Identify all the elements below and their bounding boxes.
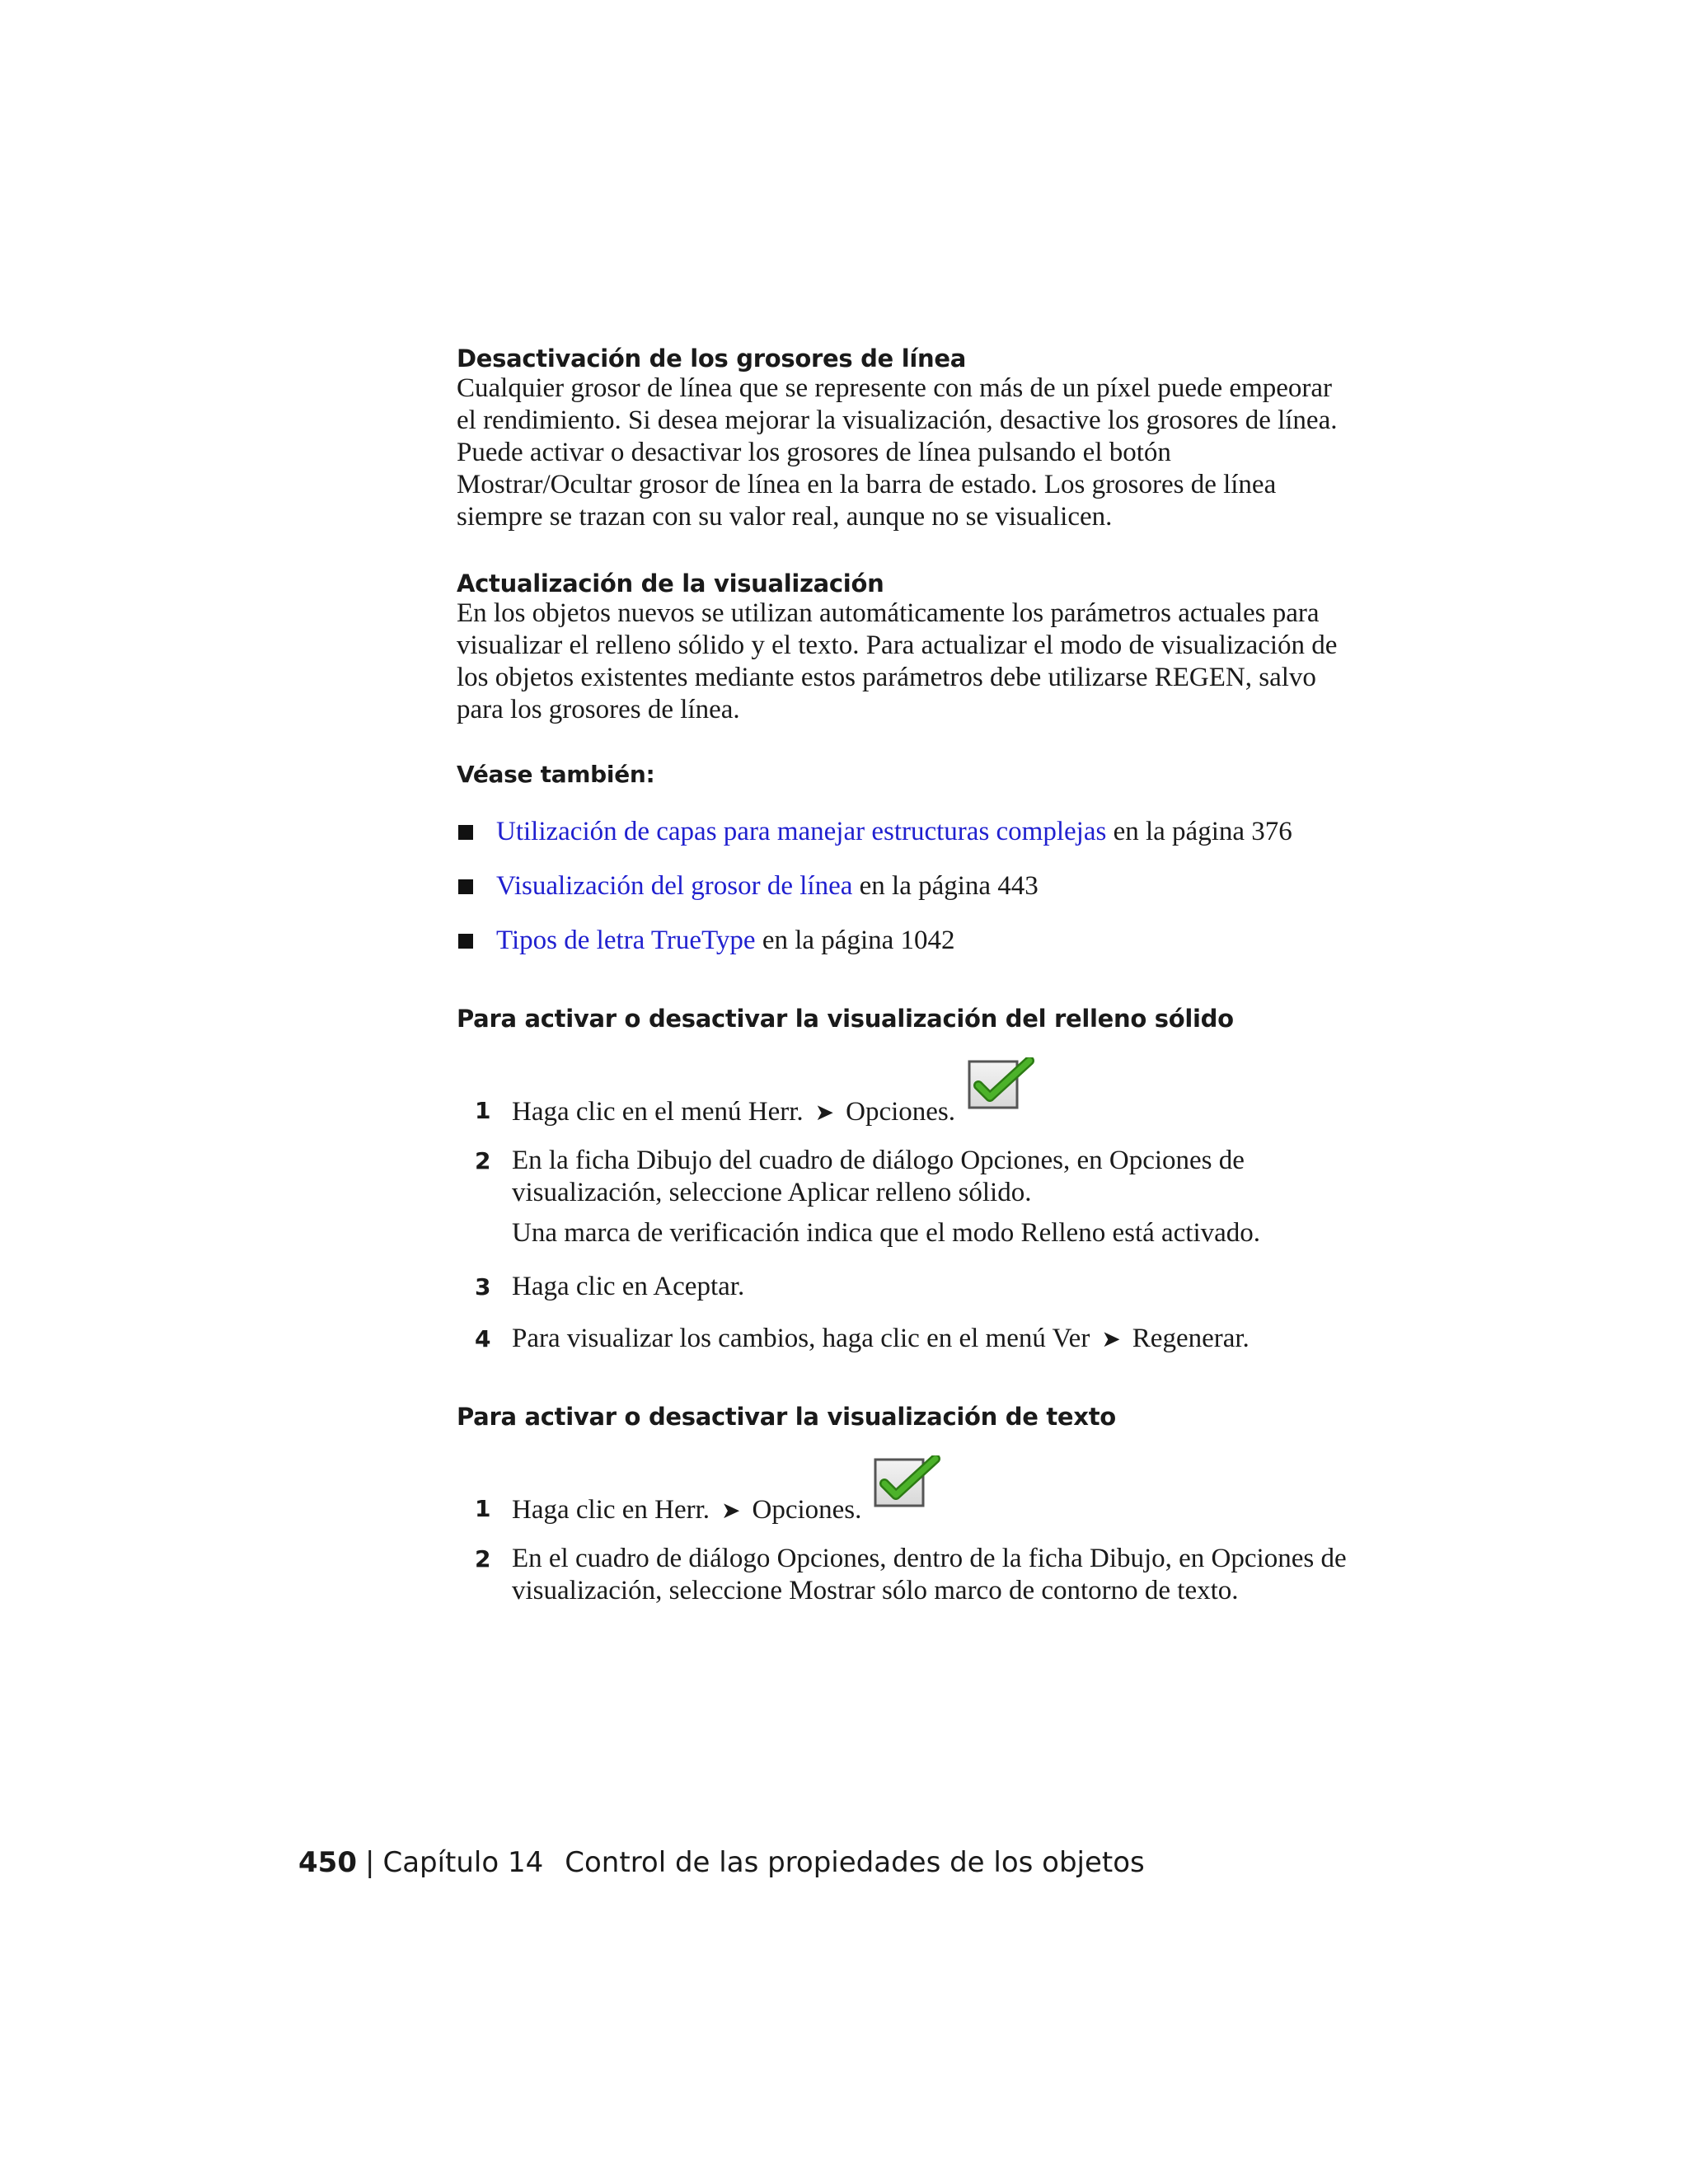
step-item <box>457 1460 1347 1526</box>
checkbox-checked-icon <box>967 1057 1034 1120</box>
step-text <box>512 1455 940 1526</box>
page-number: 450 <box>298 1846 357 1879</box>
see-also-link-truetype[interactable]: Tipos de letra TrueType <box>496 926 756 955</box>
paragraph-lineweights: Cualquier grosor de línea que se represente con más de un píxel puede empeorar el rendimiento. Si desea mejorar la visualización, desactive los grosores de línea. Puede activar o desactivar los grosores de línea pulsando el botón Mostrar/Ocultar grosor de línea en la barra de estado. Los grosores de línea siempre se trazan con su valor real, aunque no se visualicen. <box>457 373 1338 532</box>
step-number: 3 <box>475 1273 491 1301</box>
heading-procedure-solid-fill: Para activar o desactivar la visualización del relleno sólido <box>457 1005 1234 1033</box>
step-text-menu: Haga clic en Herr. <box>512 1495 710 1525</box>
see-also-item <box>457 925 1347 957</box>
page-content <box>457 338 1347 1607</box>
step-text: En la ficha Dibujo del cuadro de diálogo Opciones, en Opciones de visualización, seleccione Aplicar relleno sólido. <box>512 1146 1245 1207</box>
checkbox-checked-icon <box>873 1455 940 1518</box>
see-also-page-ref: en la página 1042 <box>755 926 955 955</box>
see-also-link-lineweight[interactable]: Visualización del grosor de línea <box>496 871 853 901</box>
heading-see-also: Véase también: <box>457 761 655 788</box>
menu-arrow-icon: ➤ <box>1101 1325 1121 1352</box>
step-text-menu: Para visualizar los cambios, haga clic en el menú Ver <box>512 1324 1090 1353</box>
paragraph-update-display: En los objetos nuevos se utilizan automáticamente los parámetros actuales para visualizar el relleno sólido y el texto. Para actualizar el modo de visualización de los objetos existentes mediante estos parámetros debe utilizarse REGEN, salvo para los grosores de línea. <box>457 598 1338 724</box>
step-text: Haga clic en Aceptar. <box>512 1272 745 1301</box>
see-also-item <box>457 816 1347 848</box>
see-also-page-ref: en la página 443 <box>852 871 1039 901</box>
step-text <box>512 1323 1347 1355</box>
step-item <box>457 1145 1347 1249</box>
step-item <box>457 1543 1347 1607</box>
step-text-option: Regenerar. <box>1132 1324 1250 1353</box>
bullet-icon <box>458 879 473 894</box>
see-also-page-ref: en la página 376 <box>1106 817 1292 846</box>
step-number: 1 <box>475 1495 491 1522</box>
step-note: Una marca de verificación indica que el modo Relleno está activado. <box>512 1218 1261 1248</box>
heading-update-display: Actualización de la visualización <box>457 569 884 598</box>
step-item <box>457 1323 1347 1355</box>
step-number: 1 <box>475 1097 491 1124</box>
see-also-link-layers[interactable]: Utilización de capas para manejar estructuras complejas <box>496 817 1107 846</box>
step-text-option: Opciones. <box>752 1495 862 1525</box>
heading-procedure-text: Para activar o desactivar la visualización de texto <box>457 1403 1116 1431</box>
step-text-menu: Haga clic en el menú Herr. <box>512 1097 804 1127</box>
heading-lineweights: Desactivación de los grosores de línea <box>457 344 966 373</box>
bullet-icon <box>458 934 473 949</box>
step-text: En el cuadro de diálogo Opciones, dentro de la ficha Dibujo, en Opciones de visualización, seleccione Mostrar sólo marco de contorno de texto. <box>512 1544 1347 1605</box>
step-text-option: Opciones. <box>846 1097 956 1127</box>
menu-arrow-icon: ➤ <box>721 1497 741 1524</box>
footer-separator: | <box>364 1846 375 1879</box>
step-item <box>457 1271 1347 1303</box>
steps-text-display <box>457 1460 1347 1607</box>
see-also-item <box>457 870 1347 902</box>
step-number: 2 <box>475 1147 491 1174</box>
step-item <box>457 1062 1347 1128</box>
bullet-icon <box>458 825 473 840</box>
step-number: 4 <box>475 1325 491 1352</box>
chapter-title: Control de las propiedades de los objetos <box>565 1846 1145 1879</box>
steps-solid-fill <box>457 1062 1347 1355</box>
step-number: 2 <box>475 1545 491 1572</box>
page-footer <box>298 1846 1145 1879</box>
chapter-label: Capítulo 14 <box>382 1846 544 1879</box>
see-also-list <box>457 816 1347 957</box>
menu-arrow-icon: ➤ <box>814 1099 835 1126</box>
step-text <box>512 1057 1034 1128</box>
